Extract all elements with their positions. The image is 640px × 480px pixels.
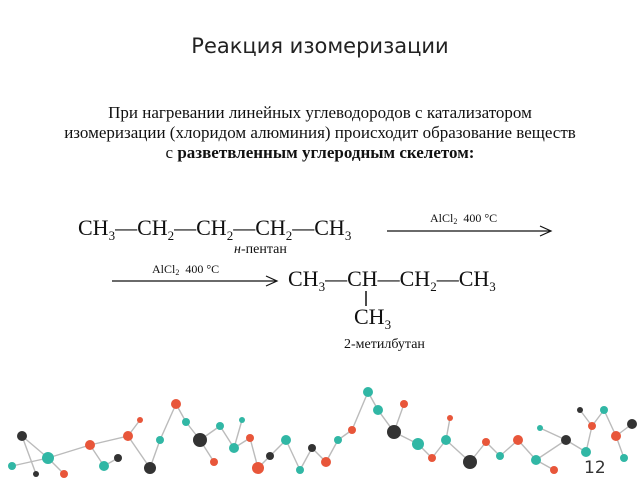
group-2: $CH_2$ xyxy=(137,215,175,243)
group-4: $CH_2$ xyxy=(255,215,293,243)
paragraph-bold-text: разветвленным углеродным скелетом xyxy=(177,143,469,162)
reactant-name: н-пентан xyxy=(234,242,287,257)
arrow-1 xyxy=(387,226,551,236)
group-3: $CH_2$ xyxy=(196,215,234,243)
paragraph-text: При нагревании линейных углеводородов с катализатором изомеризации (хлоридом алюминия) происходит образование веществ с xyxy=(64,103,576,162)
product-name: 2-метилбутан xyxy=(344,337,425,352)
paragraph-colon: : xyxy=(468,143,475,162)
product-group-4: $CH_3$ xyxy=(458,266,496,294)
arrow-2 xyxy=(112,276,277,286)
arrow-1-label: AlCl$_2$ 400 °C xyxy=(430,211,498,226)
group-1: $CH_3$ xyxy=(78,215,116,243)
slide-title: Реакция изомеризации xyxy=(191,34,449,58)
reactant-formula: $CH_3—CH_2—CH_2—CH_2—CH_3$ xyxy=(78,215,352,243)
product-branch: $CH_3$ xyxy=(354,304,392,332)
product-group-2: CH xyxy=(347,266,378,291)
product-group-3: $CH_2$ xyxy=(399,266,437,294)
product-formula: $CH_3—CH—CH_2—CH_3$ xyxy=(288,266,496,294)
page-number: 12 xyxy=(584,458,606,478)
arrow-2-label: AlCl$_2$ 400 °C xyxy=(152,262,220,277)
group-5: $CH_3$ xyxy=(314,215,352,243)
product-group-1: $CH_3$ xyxy=(288,266,326,294)
